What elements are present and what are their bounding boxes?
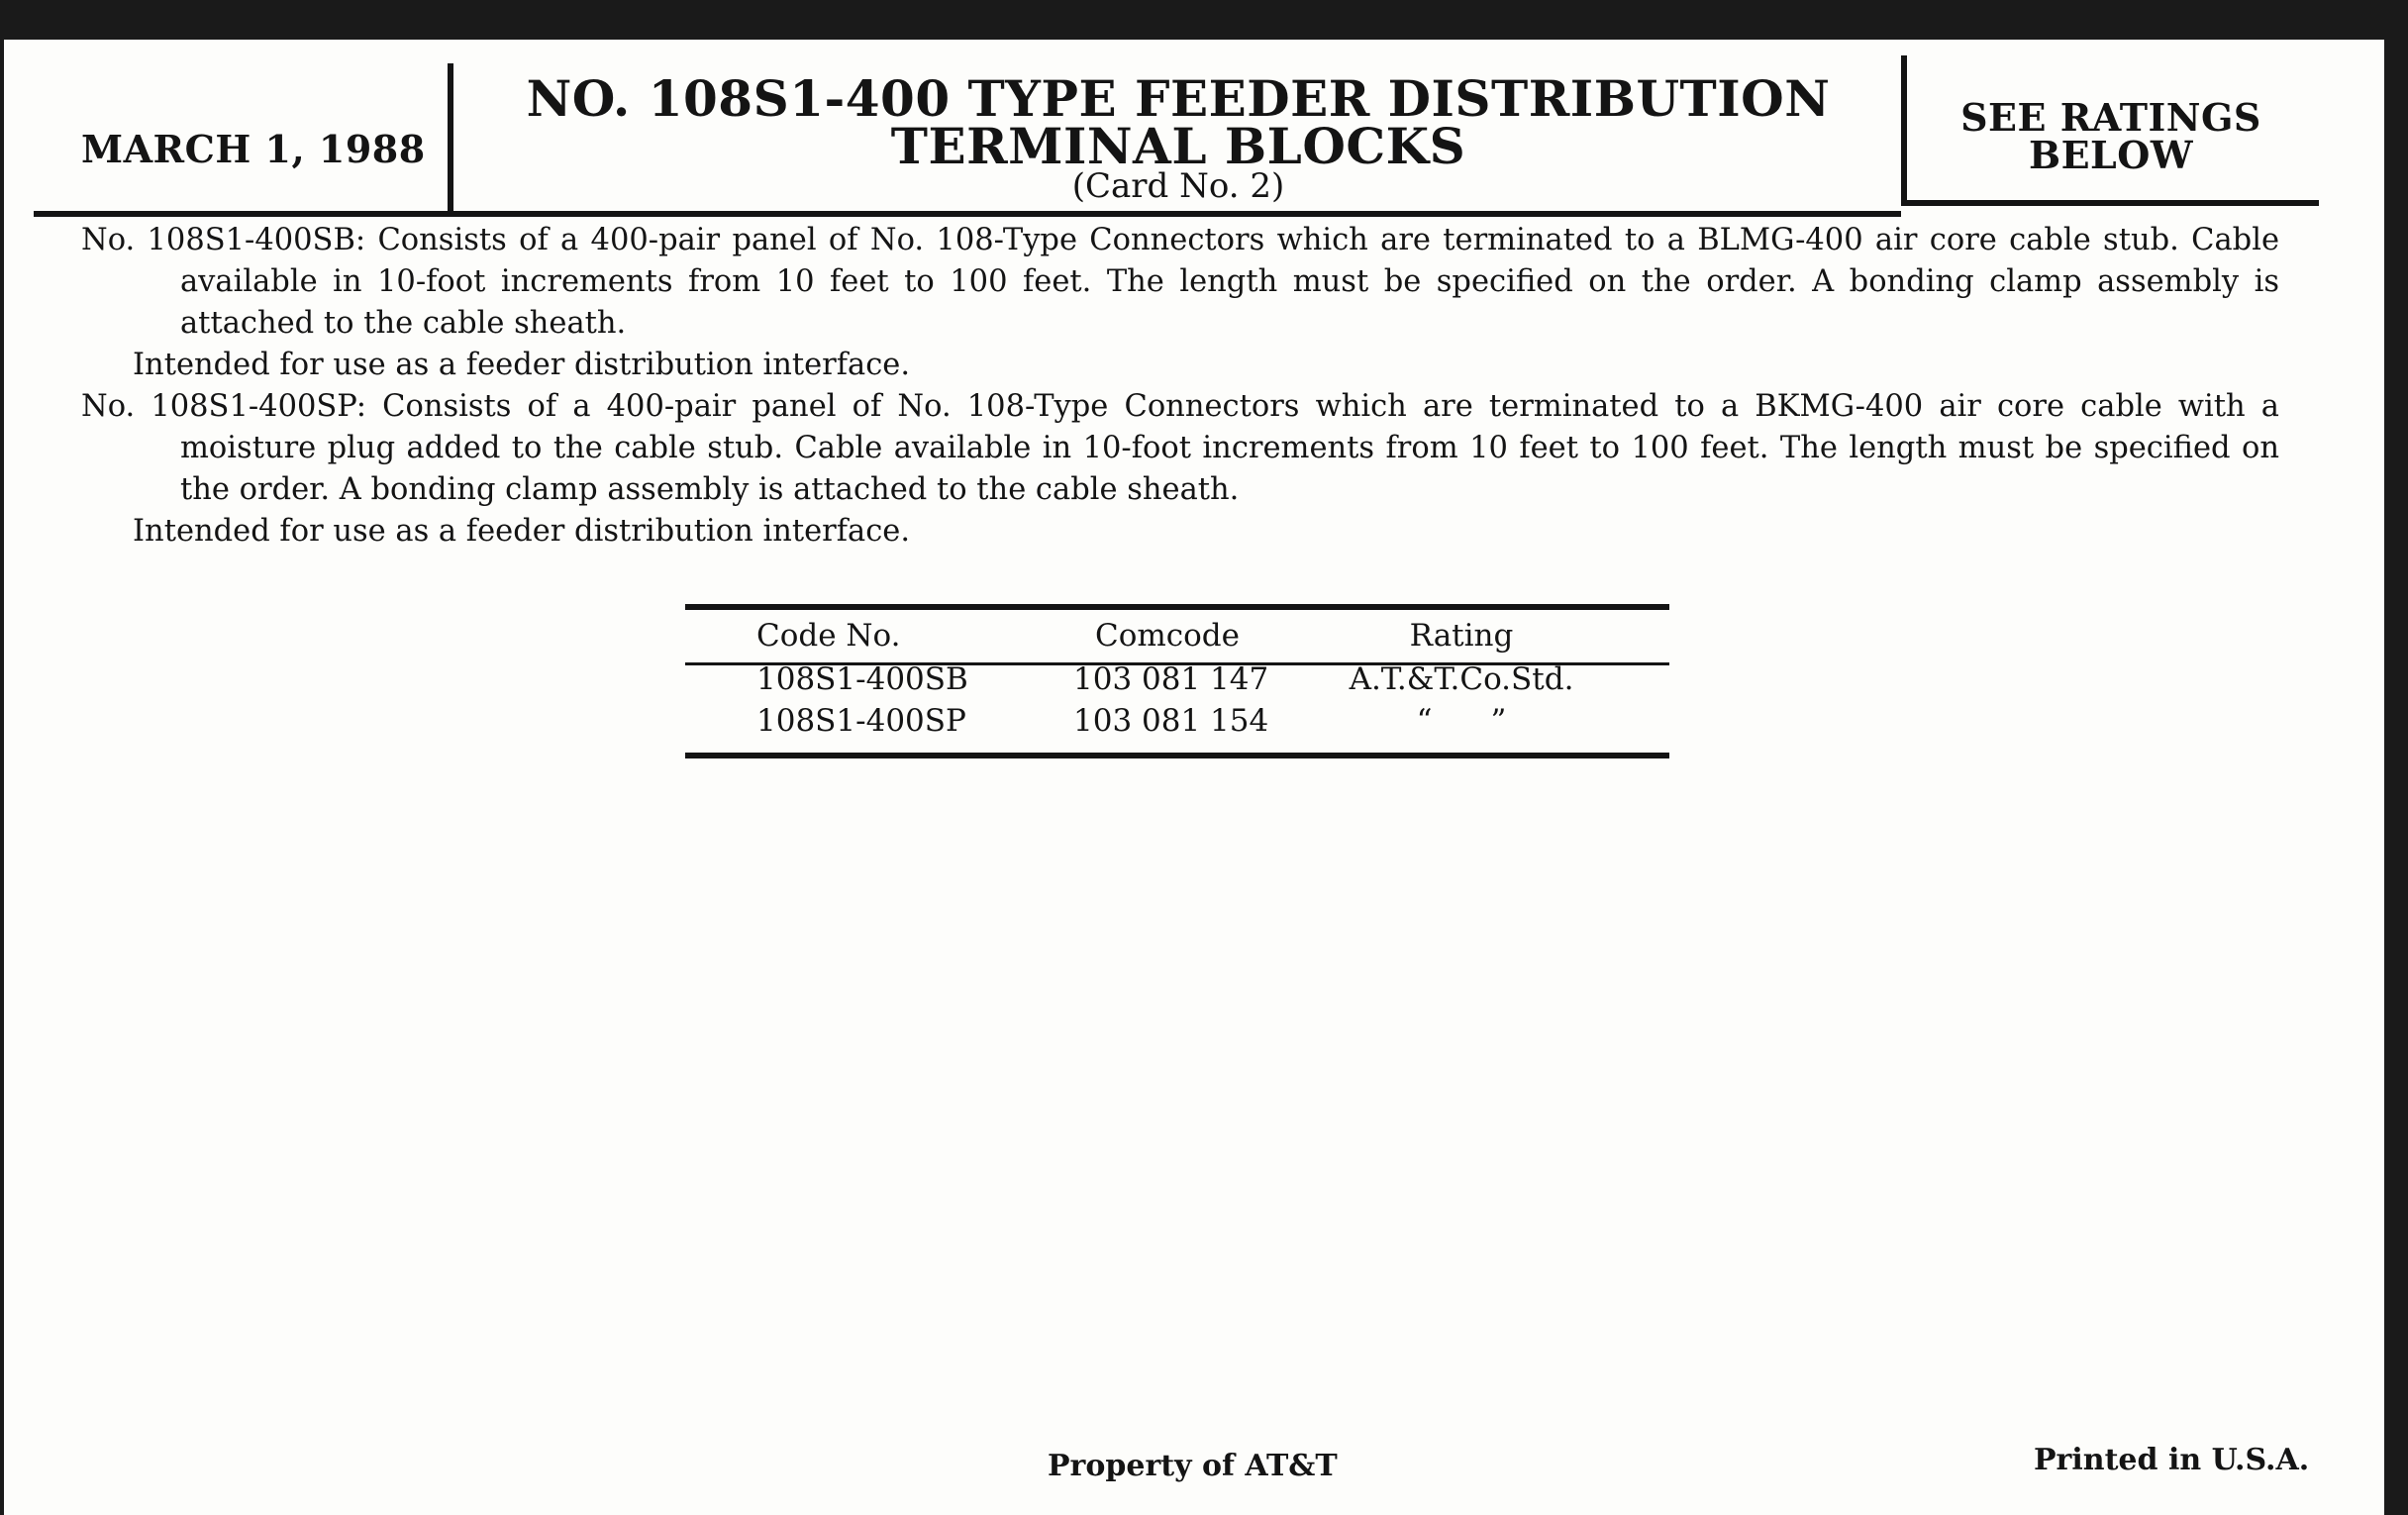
table-cell-comcode: 103 081 147 bbox=[1073, 661, 1269, 697]
header-divider-left bbox=[448, 63, 453, 214]
table-cell-comcode: 103 081 154 bbox=[1073, 703, 1269, 739]
ratings-note bbox=[1923, 95, 2299, 177]
table-rule-bottom bbox=[685, 753, 1669, 758]
header-rule-right bbox=[1901, 200, 2319, 206]
card-number: (Card No. 2) bbox=[1071, 166, 1285, 206]
card-edge bbox=[2384, 40, 2408, 1515]
entry-400sp: No. 108S1-400SP: Consists of a 400-pair panel of No. 108-Type Connectors which are terminated to a BKMG-400 air core cable with a moisture plug added to the cable stub. Cable available in 10-foot increments from 10 feet to 100 feet. The length must be specified on the order. A bonding clamp assembly is attached to the cable sheath. bbox=[81, 389, 2279, 507]
ratings-line-2: BELOW bbox=[2028, 133, 2194, 177]
comcode-table bbox=[685, 604, 1669, 760]
header-divider-right bbox=[1901, 55, 1907, 204]
ratings-line-1: SEE RATINGS bbox=[1960, 95, 2261, 140]
header-rule-left bbox=[34, 211, 1901, 217]
entry-400sp-note: Intended for use as a feeder distribution interface. bbox=[133, 514, 911, 549]
title-line-1: NO. 108S1-400 TYPE FEEDER DISTRIBUTION bbox=[526, 69, 1831, 128]
entry-400sb: No. 108S1-400SB: Consists of a 400-pair panel of No. 108-Type Connectors which are terminated to a BLMG-400 air core cable stub. Cable available in 10-foot increments from 10 feet to 100 feet. The length must be specified on the order. A bonding clamp assembly is attached to the cable sheath. bbox=[81, 223, 2279, 341]
table-rule-top bbox=[685, 604, 1669, 610]
page-title bbox=[455, 69, 1901, 175]
entry-400sb-note: Intended for use as a feeder distribution interface. bbox=[133, 348, 911, 382]
footer-printed: Printed in U.S.A. bbox=[2034, 1443, 2310, 1477]
table-cell-code: 108S1-400SP bbox=[756, 703, 966, 739]
header-comcode: Comcode bbox=[1095, 618, 1240, 654]
table-cell-code: 108S1-400SB bbox=[756, 661, 968, 697]
description-text bbox=[81, 220, 2279, 553]
title-line-2: TERMINAL BLOCKS bbox=[890, 117, 1466, 175]
header-code-no: Code No. bbox=[756, 618, 901, 654]
table-cell-rating: A.T.&T.Co.Std. bbox=[1349, 661, 1574, 697]
header-rating: Rating bbox=[1409, 618, 1514, 654]
footer-property: Property of AT&T bbox=[1048, 1449, 1338, 1483]
header-date: MARCH 1, 1988 bbox=[81, 127, 426, 171]
table-cell-rating: “ ” bbox=[1416, 703, 1507, 739]
